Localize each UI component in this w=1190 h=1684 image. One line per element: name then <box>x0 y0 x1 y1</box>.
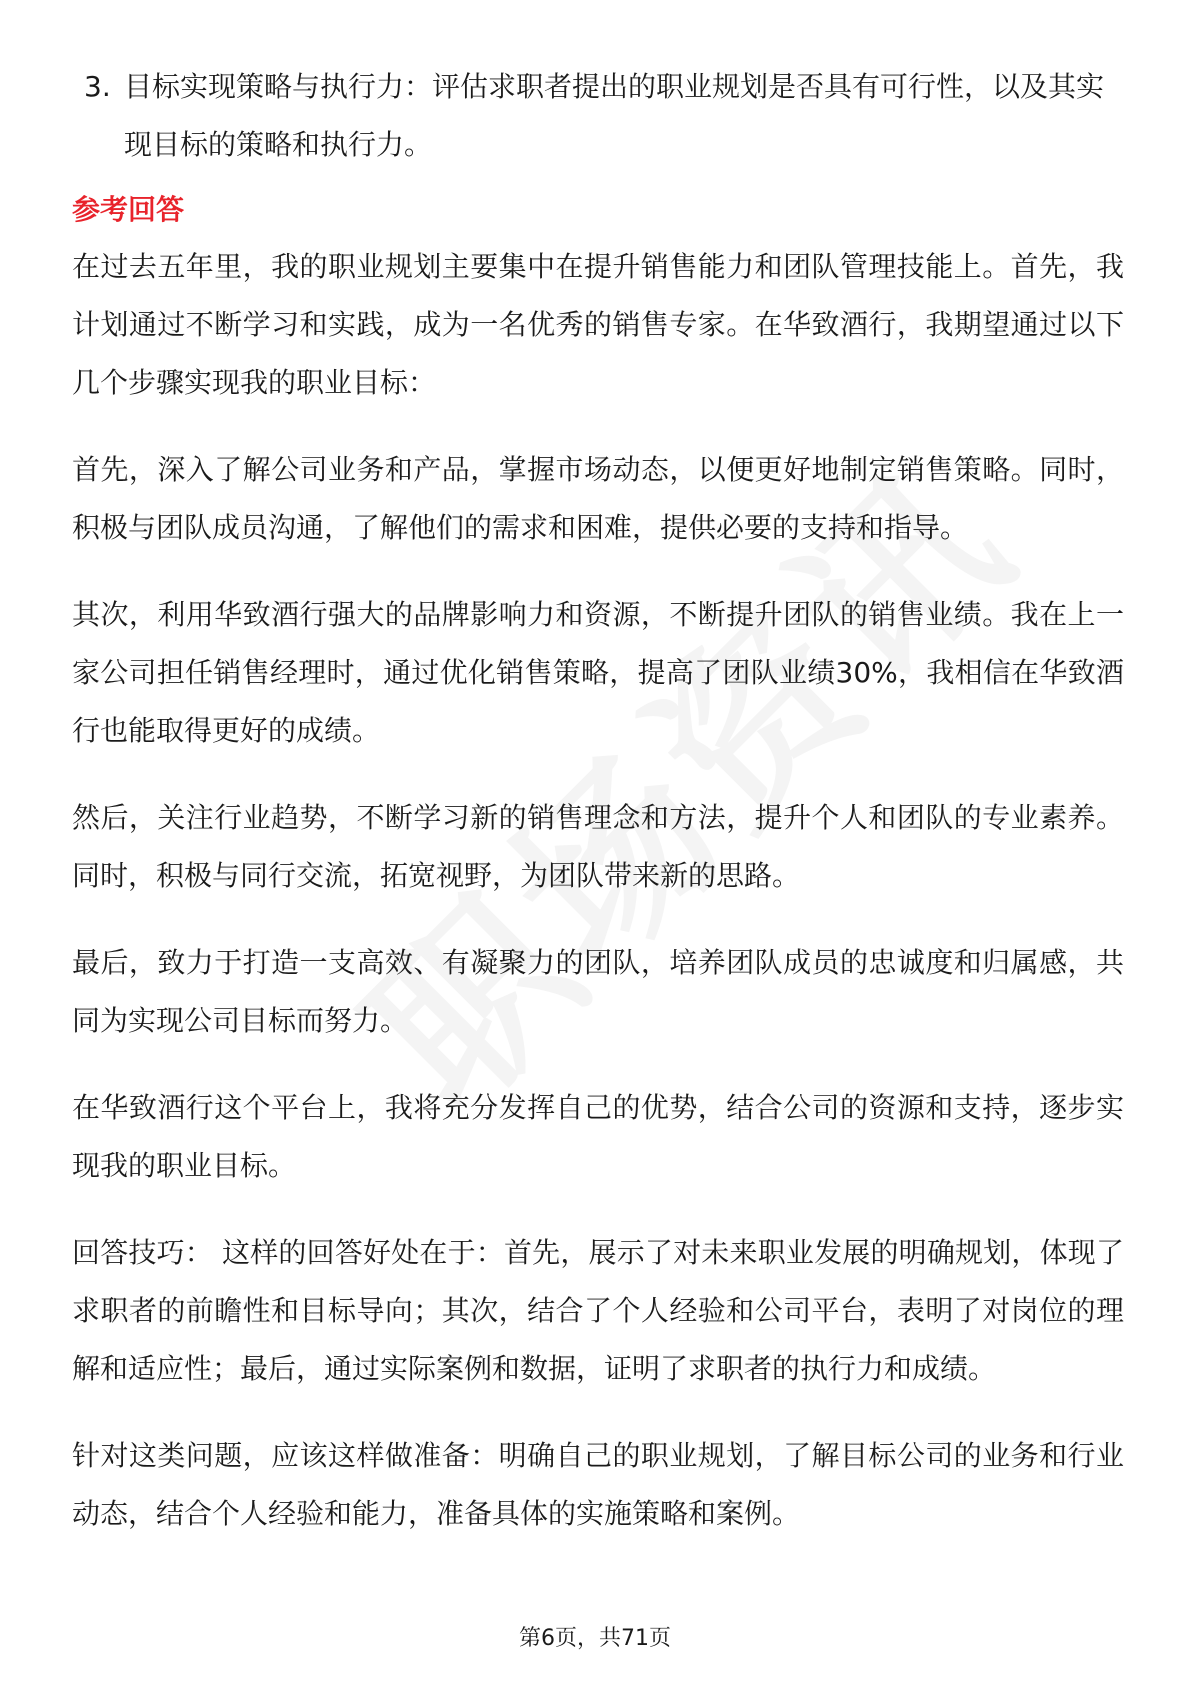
paragraph: 其次，利用华致酒行强大的品牌影响力和资源，不断提升团队的销售业绩。我在上一家公司担任销售经理时，通过优化销售策略，提高了团队业绩30%，我相信在华致酒行也能取得更好的成绩。 <box>72 598 1124 747</box>
numbered-list-item <box>84 58 1124 174</box>
page-footer: 第6页，共71页 <box>519 1626 671 1651</box>
paragraph: 在华致酒行这个平台上，我将充分发挥自己的优势，结合公司的资源和支持，逐步实现我的职业目标。 <box>72 1091 1124 1182</box>
list-item-number: 3. <box>84 70 111 103</box>
paragraph: 回答技巧： 这样的回答好处在于：首先，展示了对未来职业发展的明确规划，体现了求职者的前瞻性和目标导向；其次，结合了个人经验和公司平台，表明了对岗位的理解和适应性；最后，通过实际案例和数据，证明了求职者的执行力和成绩。 <box>72 1236 1124 1385</box>
paragraph: 最后，致力于打造一支高效、有凝聚力的团队，培养团队成员的忠诚度和归属感，共同为实现公司目标而努力。 <box>72 946 1124 1037</box>
answer-content <box>72 238 1124 1572</box>
section-heading: 参考回答 <box>72 193 185 226</box>
list-item-text: 目标实现策略与执行力：评估求职者提出的职业规划是否具有可行性，以及其实现目标的策略和执行力。 <box>124 70 1105 161</box>
paragraph: 在过去五年里，我的职业规划主要集中在提升销售能力和团队管理技能上。首先，我计划通过不断学习和实践，成为一名优秀的销售专家。在华致酒行，我期望通过以下几个步骤实现我的职业目标： <box>72 250 1124 399</box>
paragraph: 针对这类问题，应该这样做准备：明确自己的职业规划，了解目标公司的业务和行业动态，结合个人经验和能力，准备具体的实施策略和案例。 <box>72 1439 1124 1530</box>
paragraph: 然后，关注行业趋势，不断学习新的销售理念和方法，提升个人和团队的专业素养。同时，积极与同行交流，拓宽视野，为团队带来新的思路。 <box>72 801 1124 892</box>
paragraph: 首先，深入了解公司业务和产品，掌握市场动态，以便更好地制定销售策略。同时，积极与团队成员沟通，了解他们的需求和困难，提供必要的支持和指导。 <box>72 453 1124 544</box>
